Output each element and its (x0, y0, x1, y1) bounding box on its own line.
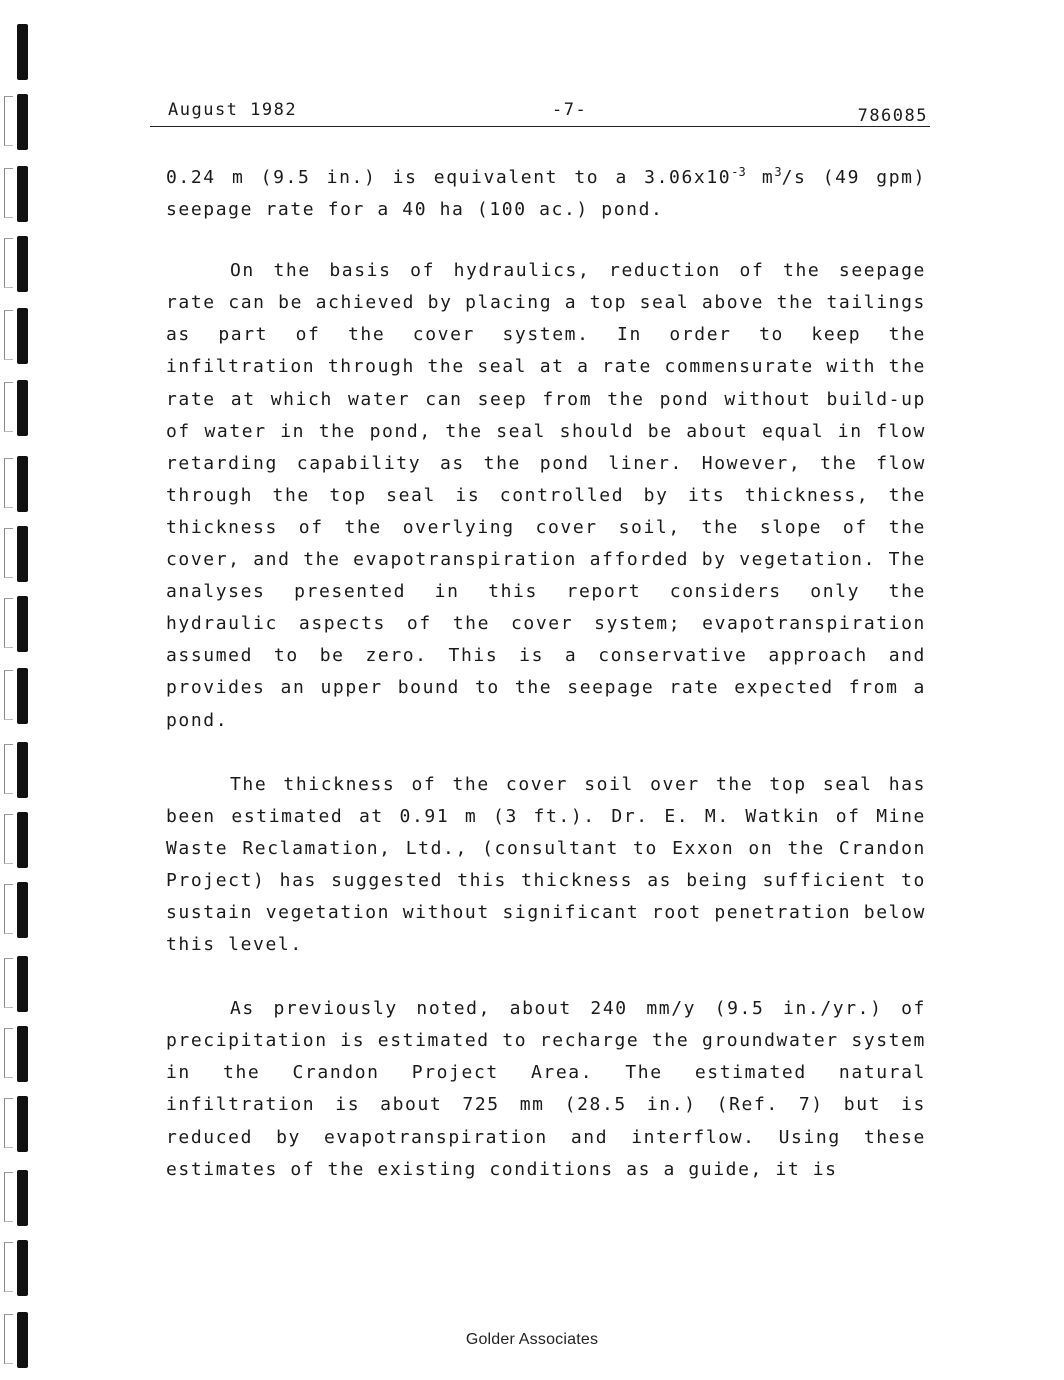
binder-mark (4, 1096, 44, 1154)
binder-mark (4, 1240, 44, 1298)
document-id: 786085 (857, 106, 928, 126)
footer-company: Golder Associates (465, 1331, 599, 1348)
p1-text-c: /s (49 gpm) seepage rate for a 40 ha (100 ac.) pond. (166, 167, 927, 221)
header-date: August 1982 (168, 100, 298, 120)
binder-marks (4, 0, 44, 1380)
page-header (150, 100, 930, 128)
document-body (166, 162, 926, 1218)
binder-mark (4, 236, 44, 294)
binder-mark (4, 380, 44, 438)
p1-exponent-1: -3 (731, 165, 746, 179)
binder-mark (4, 1026, 44, 1084)
binder-mark (4, 94, 44, 152)
binder-mark (4, 24, 44, 82)
paragraph-1 (166, 162, 926, 226)
binder-mark (4, 882, 44, 940)
binder-mark (4, 668, 44, 726)
header-rule (150, 126, 930, 127)
binder-mark (4, 812, 44, 870)
binder-mark (4, 166, 44, 224)
binder-mark (4, 596, 44, 654)
binder-mark (4, 526, 44, 584)
page-number: -7- (552, 100, 588, 120)
p1-text-b: m (745, 167, 775, 188)
p1-exponent-2: 3 (774, 165, 782, 179)
paragraph-2: On the basis of hydraulics, reduction of the seepage rate can be achieved by placing a top seal above the tailings as part of the cover system. In order to keep the infiltration through the seal at a rate commensurate with the rate at which water can seep from the pond without build-up of water in the pond, the seal should be about equal in flow retarding capability as the pond liner. However, the flow through the top seal is controlled by its thickness, the thickness of the overlying cover soil, the slope of the cover, and the evapotranspiration afforded by vegetation. The analyses presented in this report considers only the hydraulic aspects of the cover system; evapotranspiration assumed to be zero. This is a conservative approach and provides an upper bound to the seepage rate expected from a pond. (166, 260, 926, 731)
p1-text-a: 0.24 m (9.5 in.) is equivalent to a 3.06x10 (166, 167, 732, 188)
paragraph-4: As previously noted, about 240 mm/y (9.5 in./yr.) of precipitation is estimated to recharge the groundwater system in the Crandon Project Area. The estimated natural infiltration is about 725 mm (28.5 in.) (Ref. 7) but is reduced by evapotranspiration and interflow. Using these estimates of the existing conditions as a guide, it is (166, 998, 926, 1180)
paragraph-3: The thickness of the cover soil over the top seal has been estimated at 0.91 m (3 ft.). Dr. E. M. Watkin of Mine Waste Reclamation, Ltd., (consultant to Exxon on the Crandon Project) has suggested this thickness as being sufficient to sustain vegetation without significant root penetration below this level. (166, 773, 926, 956)
binder-mark (4, 308, 44, 366)
binder-mark (4, 1170, 44, 1228)
binder-mark (4, 956, 44, 1014)
binder-mark (4, 742, 44, 800)
binder-mark (4, 456, 44, 514)
